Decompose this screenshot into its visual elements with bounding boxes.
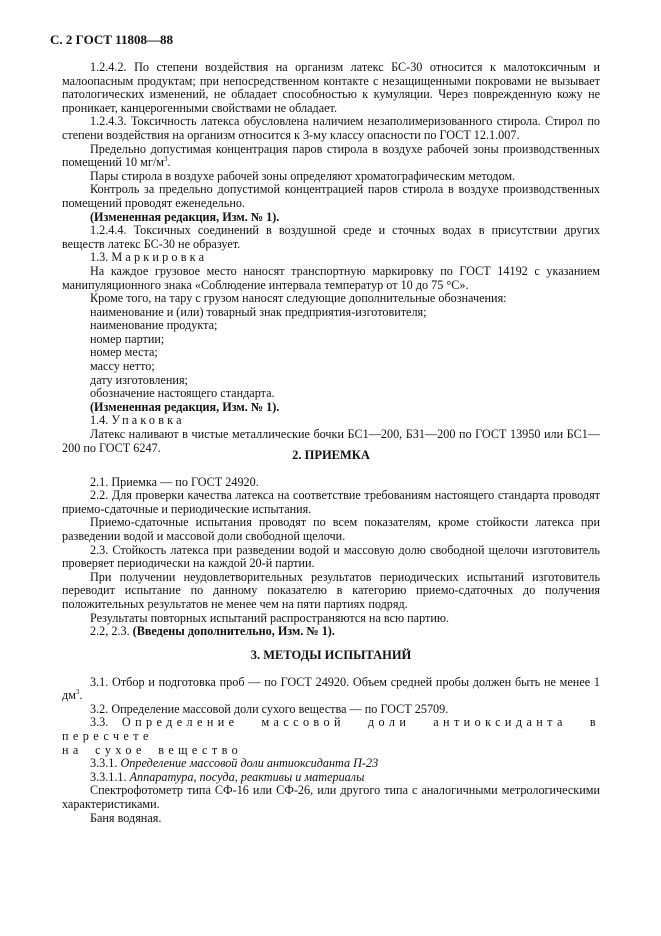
- number: 3.3.: [90, 715, 109, 730]
- number: 2.2, 2.3.: [90, 624, 130, 639]
- section-title: 2. ПРИЕМКА: [292, 448, 370, 462]
- list-item: наименование и (или) товарный знак предприятия-изготовителя;: [90, 304, 427, 319]
- paragraph: 3.2. Определение массовой доли сухого вещества — по ГОСТ 25709.: [90, 701, 449, 716]
- list-item: дату изготовления;: [90, 372, 188, 387]
- list-item: обозначение настоящего стандарта.: [90, 386, 275, 401]
- subsection-heading-cont: на сухое вещество: [62, 742, 243, 757]
- title: Упаковка: [111, 413, 185, 428]
- superscript: 3: [163, 155, 168, 164]
- note: (Введены дополнительно, Изм. № 1).: [132, 624, 335, 639]
- list-item: массу нетто;: [90, 359, 155, 374]
- title: Маркировка: [111, 250, 208, 265]
- paragraph: Баня водяная.: [90, 810, 162, 825]
- list-item: номер партии;: [90, 331, 165, 346]
- subsection-heading: [62, 414, 600, 428]
- subsection-heading: [62, 771, 600, 785]
- paragraph: 2.1. Приемка — по ГОСТ 24920.: [90, 474, 259, 489]
- paragraph: 1.2.4.3. Токсичность латекса обусловлена наличием незаполимеризованного стирола. Стирол по степени воздействия на организм относится к 3-му классу опасности по ГОСТ 12.1.007.: [62, 114, 600, 142]
- number: 3.3.1.: [90, 756, 118, 771]
- paragraph: Контроль за предельно допустимой концентрацией паров стирола в воздухе производственных помещений проводят еженедельно.: [62, 182, 600, 210]
- paragraph: 1.2.4.2. По степени воздействия на организм латекс БС-30 относится к малотоксичным и малоопасным продуктам; при непосредственном контакте с незащищенными покровами не вызывает патологических изменений, не обладает способностью к кумуляции. Через поврежденную кожу не проникает, канцерогенными свойствами не обладает.: [62, 60, 600, 115]
- section-2: [62, 449, 600, 639]
- paragraph: Латекс наливают в чистые металлические бочки БС1—200, БЗ1—200 по ГОСТ 13950 или БС1—200 по ГОСТ 6247.: [62, 427, 600, 455]
- text: 3.1. Отбор и подготовка проб — по ГОСТ 24920. Объем средней пробы должен быть не менее 1 дм: [62, 674, 600, 703]
- paragraph: Кроме того, на тару с грузом наносят следующие дополнительные обозначения:: [90, 291, 507, 306]
- title: Определение массовой доли антиоксиданта П-23: [120, 756, 379, 771]
- number: 1.3.: [90, 250, 109, 265]
- subsection-heading: [62, 251, 600, 265]
- revision-note: (Измененная редакция, Изм. № 1).: [90, 399, 280, 414]
- paragraph: [62, 676, 600, 703]
- text: .: [167, 155, 171, 170]
- subsection-heading: [62, 757, 600, 771]
- superscript: 3: [75, 688, 80, 697]
- title: Аппаратура, посуда, реактивы и материалы: [129, 769, 365, 784]
- subsection-heading: [62, 716, 600, 743]
- paragraph: При получении неудовлетворительных результатов периодических испытаний изготовитель переводит испытание по данному показателю в категорию приемо-сдаточных до получения положительных результатов не менее чем на пяти партиях подряд.: [62, 569, 600, 611]
- page-header: С. 2 ГОСТ 11808—88: [50, 32, 173, 47]
- text: .: [79, 688, 83, 703]
- paragraph: [62, 143, 600, 170]
- paragraph: На каждое грузовое место наносят транспортную маркировку по ГОСТ 14192 с указанием манипуляционного знака «Соблюдение интервала температур от 10 до 75 °С».: [62, 263, 600, 292]
- list-item: номер места;: [90, 345, 158, 360]
- number: 3.3.1.1.: [90, 769, 127, 784]
- section-3: [62, 649, 600, 825]
- paragraph: Приемо-сдаточные испытания проводят по всем показателям, кроме стойкости латекса при разведении водой и массовой доли свободной щелочи.: [62, 515, 600, 543]
- section-1: [62, 61, 600, 455]
- paragraph: Спектрофотометр типа СФ-16 или СФ-26, или другого типа с аналогичными метрологическими характеристиками.: [62, 783, 600, 811]
- list-item: наименование продукта;: [90, 318, 218, 333]
- paragraph: 2.3. Стойкость латекса при разведении водой и массовую долю свободной щелочи изготовитель проверяет периодически на каждой 20-й партии.: [62, 542, 600, 571]
- revision-note: [62, 625, 600, 639]
- paragraph: Результаты повторных испытаний распространяются на всю партию.: [90, 610, 450, 625]
- text: Предельно допустимая концентрация паров стирола в воздухе рабочей зоны производственных помещений 10 мг/м: [62, 141, 600, 170]
- revision-note: (Измененная редакция, Изм. № 1).: [90, 209, 280, 224]
- title: Определение массовой доли антиоксиданта в пересчете: [62, 715, 601, 743]
- section-title: 3. МЕТОДЫ ИСПЫТАНИЙ: [250, 648, 412, 662]
- paragraph: Пары стирола в воздухе рабочей зоны определяют хроматографическим методом.: [90, 168, 516, 183]
- number: 1.4.: [90, 413, 109, 428]
- paragraph: 2.2. Для проверки качества латекса на соответствие требованиям настоящего стандарта проводят приемо-сдаточные и периодические испытания.: [62, 488, 600, 516]
- paragraph: 1.2.4.4. Токсичных соединений в воздушной среде и сточных водах в присутствии других веществ латекс БС-30 не образует.: [62, 223, 600, 251]
